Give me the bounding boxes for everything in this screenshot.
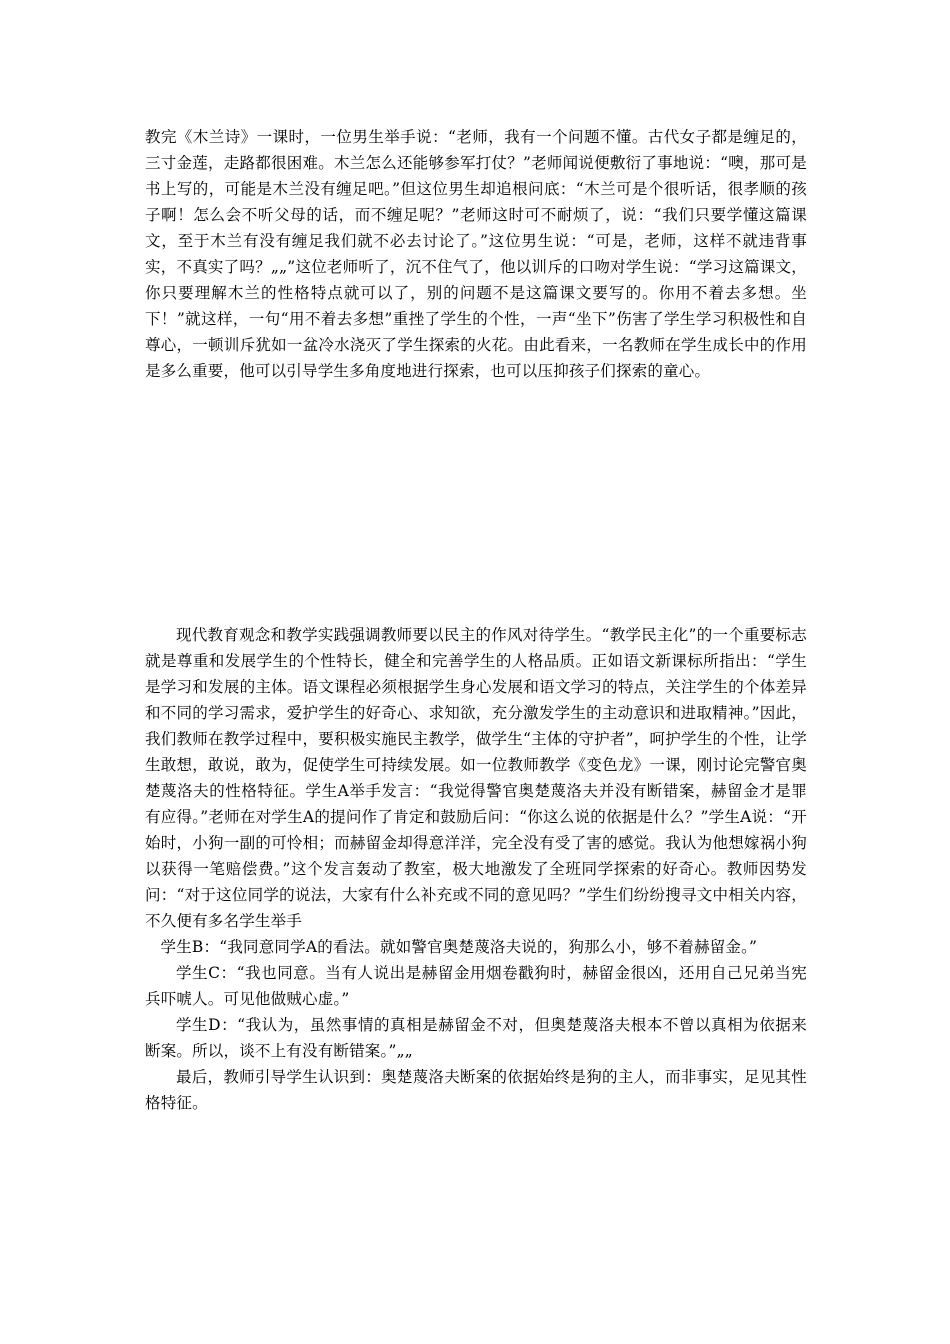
paragraph-democratic-teaching: 现代教育观念和教学实践强调教师要以民主的作风对待学生。“教学民主化”的一个重要标志就是尊重和发展学生的个性特长，健全和完善学生的人格品质。正如语文新课标所指出：“学生是学习和发展的主体。语文课程必须根据学生身心发展和语文学习的特点，关注学生的个体差异和不同的学习需求，爱护学生的好奇心、求知欲，充分激发学生的主动意识和进取精神。”因此，我们教师在教学过程中，要积极实施民主教学，做学生“主体的守护者”，呵护学生的个性，让学生敢想，敢说，敢为，促使学生可持续发展。如一位教师教学《变色龙》一课，刚讨论完警官奥楚蔑洛夫的性格特征。学生A举手发言：“我觉得警官奥楚蔑洛夫并没有断错案，赫留金才是罪有应得。”老师在对学生A的提问作了肯定和鼓励后问：“你这么说的依据是什么？”学生A说：“开始时，小狗一副的可怜相；而赫留金却得意洋洋，完全没有受了害的感觉。我认为他想嫁祸小狗以获得一笔赔偿费。”这个发言轰动了教室，极大地激发了全班同学探索的好奇心。教师因势发问：“对于这位同学的说法，大家有什么补充或不同的意见吗？”学生们纷纷搜寻文中相关内容，不久便有多名学生举手: [145, 626, 807, 930]
paragraph-student-b: 学生B：“我同意同学A的看法。就如警官奥楚蔑洛夫说的，狗那么小，够不着赫留金。”: [160, 938, 758, 956]
paragraph-student-d: 学生D：“我认为，虽然事情的真相是赫留金不对，但奥楚蔑洛夫根本不曾以真相为依据来断案。所以，谈不上有没有断错案。”„„: [145, 1016, 807, 1060]
paragraph-mulan-story: 教完《木兰诗》一课时，一位男生举手说：“老师，我有一个问题不懂。古代女子都是缠足的，三寸金莲，走路都很困难。木兰怎么还能够参军打仗？”老师闻说便敷衍了事地说：“噢，那可是书上写的，可能是木兰没有缠足吧。”但这位男生却追根问底：“木兰可是个很听话，很孝顺的孩子啊！怎么会不听父母的话，而不缠足呢？”老师这时可不耐烦了，说：“我们只要学懂这篇课文，至于木兰有没有缠足我们就不必去讨论了。”这位男生说：“可是，老师，这样不就违背事实，不真实了吗？„„”这位老师听了，沉不住气了，他以训斥的口吻对学生说：“学习这篇课文，你只要理解木兰的性格特点就可以了，别的问题不是这篇课文要写的。你用不着去多想。坐下！”就这样，一句“用不着去多想”重挫了学生的个性，一声“坐下”伤害了学生学习积极性和自尊心，一顿训斥犹如一盆冷水浇灭了学生探索的火花。由此看来，一名教师在学生成长中的作用是多么重要，他可以引导学生多角度地进行探索，也可以压抑孩子们探索的童心。: [145, 128, 807, 380]
essay-section-democratic-teaching: [145, 622, 807, 1116]
paragraph-student-c: 学生C：“我也同意。当有人说出是赫留金用烟卷戳狗时，赫留金很凶，还用自己兄弟当宪兵吓唬人。可见他做贼心虚。”: [145, 964, 807, 1008]
paragraph-conclusion: 最后，教师引导学生认识到：奥楚蔑洛夫断案的依据始终是狗的主人，而非事实，足见其性格特征。: [145, 1068, 807, 1112]
essay-section-mulan: [145, 124, 807, 384]
